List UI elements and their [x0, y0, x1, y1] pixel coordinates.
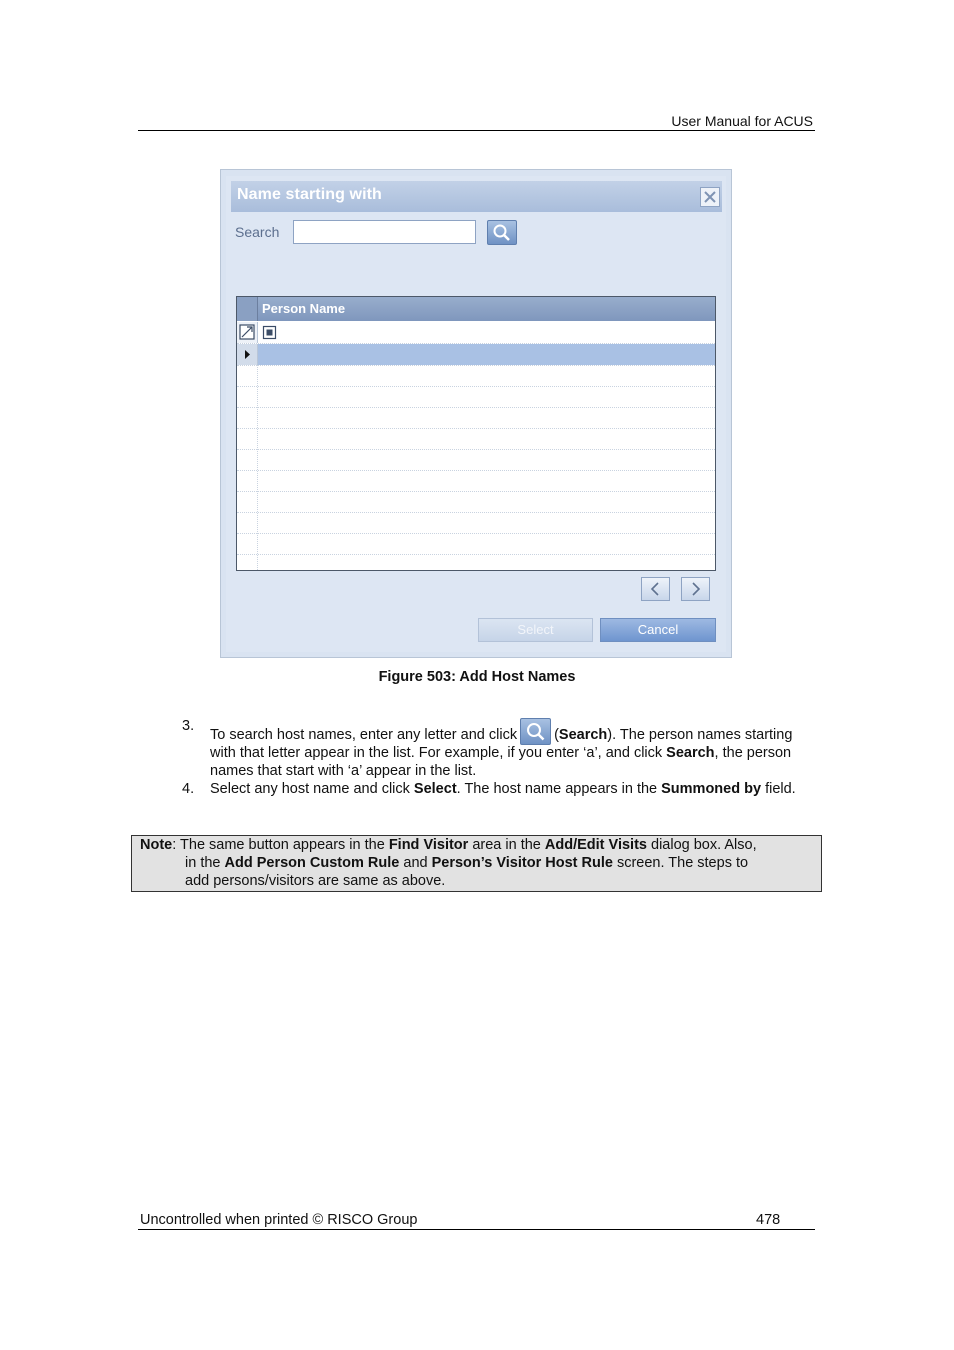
grid-line [237, 365, 715, 366]
text-bold: Person’s Visitor Host Rule [431, 855, 613, 871]
text-run: . The host name appears in the [456, 781, 658, 797]
text-run: : The same button appears in the [172, 837, 385, 853]
note-line-3: add persons/visitors are same as above. [185, 873, 446, 889]
grid-line [237, 512, 715, 513]
text-run: , the person names that start with ‘a’ appear in the list. [210, 745, 792, 779]
next-page-button[interactable] [681, 577, 710, 601]
grid-line [237, 533, 715, 534]
text-run: in the [185, 855, 221, 871]
figure-caption: Figure 503: Add Host Names [378, 669, 576, 685]
cancel-button[interactable]: Cancel [600, 618, 716, 642]
grid-line [237, 407, 715, 408]
text-bold: Search [666, 745, 715, 761]
chevron-left-icon [642, 578, 669, 600]
search-label: Search [235, 224, 280, 240]
filter-icon [237, 322, 257, 343]
dialog-title: Name starting with [237, 186, 382, 203]
grid-header-row-selector [237, 297, 258, 321]
page-number: 478 [756, 1212, 781, 1228]
search-icon [488, 221, 516, 244]
selected-row-selector [237, 344, 258, 365]
step-4-text [210, 781, 820, 799]
table-row-selected[interactable] [258, 344, 715, 365]
footer-rule [138, 1229, 815, 1230]
text-run: dialog box. Also, [651, 837, 757, 853]
text-run: To search host names, enter any letter and click [210, 727, 518, 743]
chevron-right-icon [682, 578, 709, 600]
text-bold: Summoned by [661, 781, 762, 797]
text-bold: Select [413, 781, 457, 797]
select-button[interactable]: Select [478, 618, 593, 642]
note-label: Note [140, 837, 173, 853]
filter-row-selector [237, 322, 258, 343]
text-run: screen. The steps to [616, 855, 749, 871]
dialog-close-button[interactable] [700, 187, 720, 207]
text-run: area in the [472, 837, 541, 853]
prev-page-button[interactable] [641, 577, 670, 601]
text-bold: Find Visitor [388, 837, 469, 853]
search-icon [521, 719, 550, 744]
text-run: field. [765, 781, 796, 797]
text-bold: Add Person Custom Rule [224, 855, 400, 871]
text-run: Select any host name and click [210, 781, 410, 797]
grid-line [237, 386, 715, 387]
document-header-title: User Manual for ACUS [671, 113, 813, 129]
grid-line [237, 470, 715, 471]
step-number: 3. [182, 718, 195, 734]
text-bold: Search [558, 727, 608, 743]
footer-text: Uncontrolled when printed © RISCO Group [140, 1212, 418, 1228]
search-button[interactable] [487, 220, 517, 245]
close-icon [701, 188, 719, 206]
row-selector-column [237, 365, 258, 570]
text-run: and [403, 855, 428, 871]
search-input[interactable] [293, 220, 476, 244]
grid-line [237, 449, 715, 450]
grid-line [237, 554, 715, 555]
grid-line [237, 428, 715, 429]
text-run: ). The person names starting with that letter appear in the list. For example, if you enter ‘a’, and click [210, 727, 793, 761]
inline-search-button [520, 718, 551, 745]
note-text [140, 836, 812, 890]
text-run: ( [554, 727, 559, 743]
filter-checkbox[interactable] [262, 325, 278, 341]
filter-row[interactable] [258, 322, 715, 343]
header-rule [138, 130, 815, 131]
row-pointer-icon [237, 344, 257, 365]
grid-line [237, 343, 715, 344]
step-3-text [210, 718, 820, 780]
step-number: 4. [182, 781, 195, 797]
note-line-2 [140, 854, 812, 872]
column-person-name[interactable]: Person Name [262, 301, 346, 316]
grid-line [237, 491, 715, 492]
text-bold: Add/Edit Visits [544, 837, 647, 853]
